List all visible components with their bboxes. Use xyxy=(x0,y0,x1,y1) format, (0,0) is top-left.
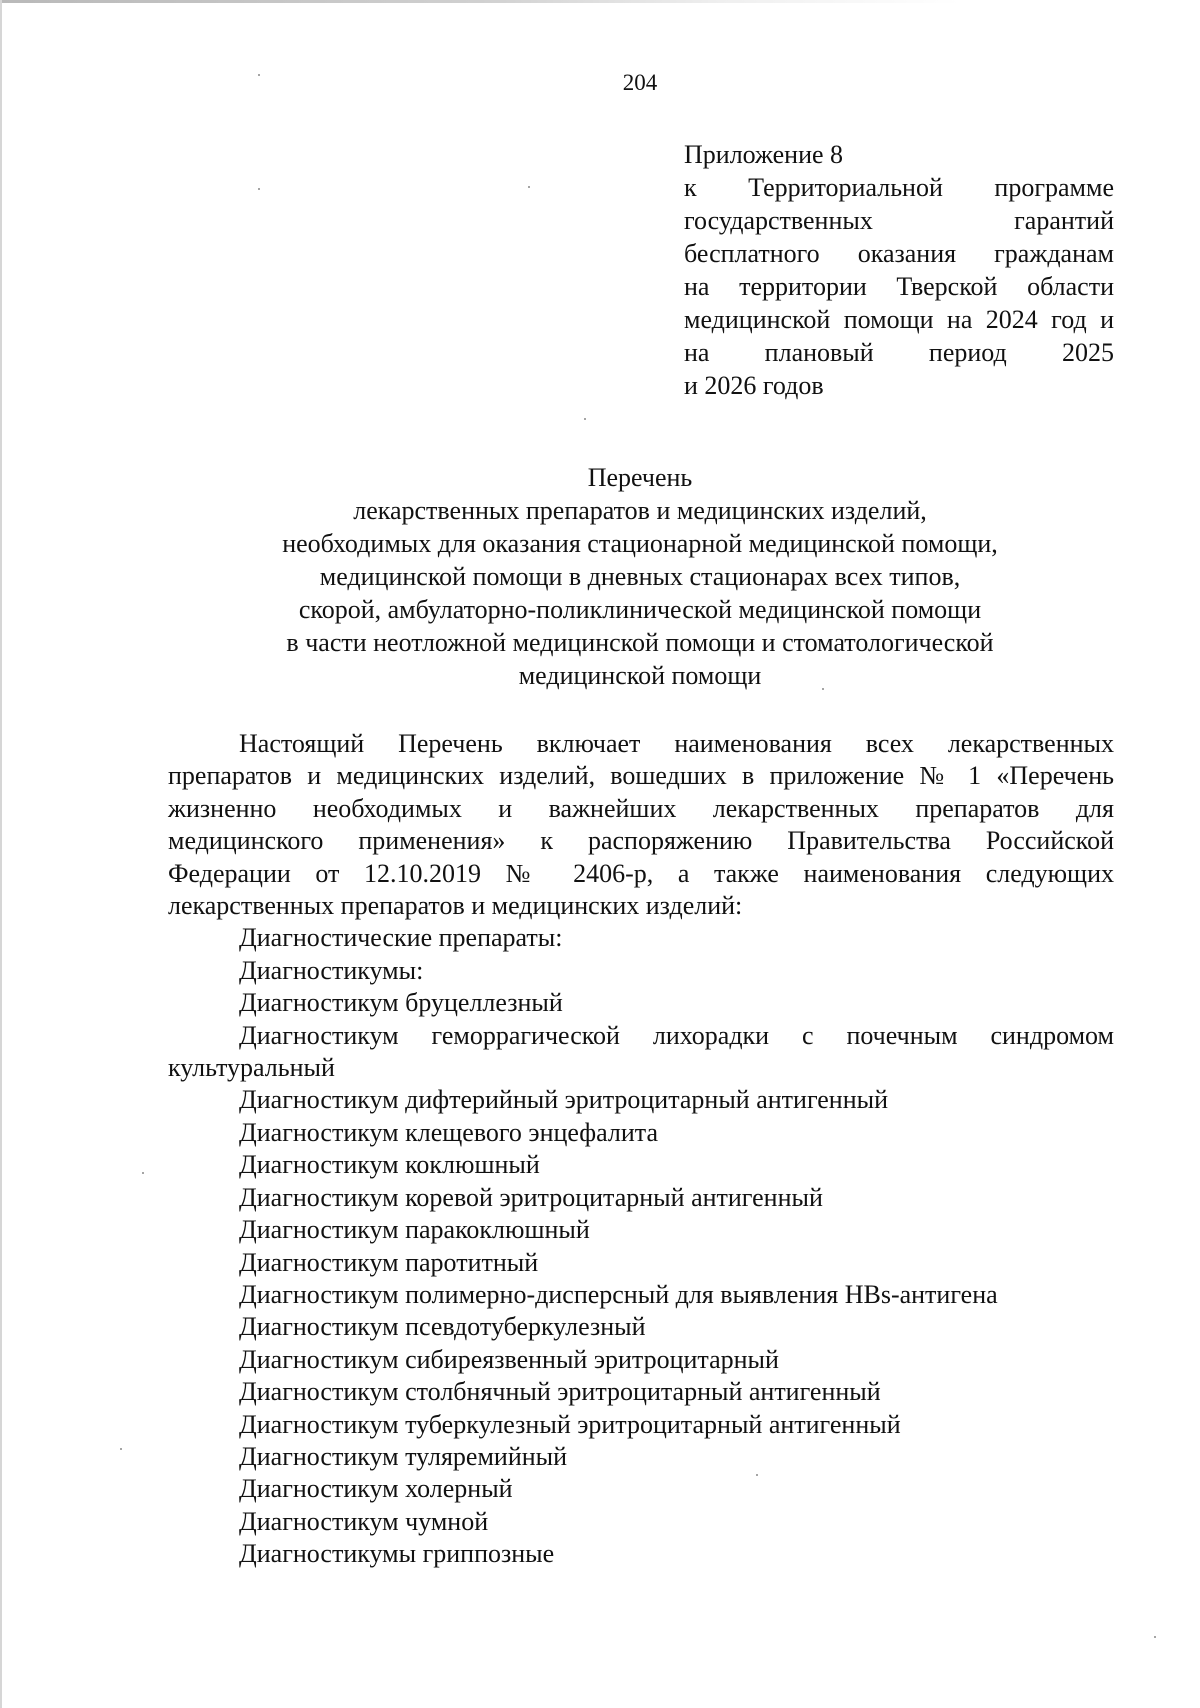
list-item: Диагностикум сибиреязвенный эритроцитарный xyxy=(239,1344,779,1374)
list-item-continuation: культуральный xyxy=(168,1053,335,1083)
list-item: Диагностикум псевдотуберкулезный xyxy=(239,1312,646,1342)
title-line: в части неотложной медицинской помощи и стоматологической xyxy=(286,628,994,657)
scan-speck xyxy=(584,418,586,420)
list-category: Диагностические препараты: xyxy=(239,923,563,953)
intro-line: медицинского применения» к распоряжению Правительства Российской xyxy=(168,826,1114,856)
list-item: Диагностикум паротитный xyxy=(239,1247,539,1277)
list-item: Диагностикум холерный xyxy=(239,1474,513,1504)
appendix-line: Приложение 8 xyxy=(684,140,844,169)
scan-speck xyxy=(120,1448,122,1450)
list-item: Диагностикум дифтерийный эритроцитарный антигенный xyxy=(239,1085,889,1115)
appendix-line: на территории Тверской области xyxy=(684,272,1114,301)
list-item: Диагностикум чумной xyxy=(239,1506,489,1536)
scan-speck xyxy=(258,74,260,76)
list-item: Диагностикум геморрагической лихорадки с почечным синдромом xyxy=(239,1020,1114,1050)
document-body xyxy=(168,728,1114,1571)
scan-speck xyxy=(756,1474,758,1476)
appendix-line: и 2026 годов xyxy=(684,371,824,400)
list-item: Диагностикум туберкулезный эритроцитарный антигенный xyxy=(239,1409,901,1439)
title-line: медицинской помощи в дневных стационарах всех типов, xyxy=(319,562,961,591)
list-item: Диагностикум бруцеллезный xyxy=(239,988,563,1018)
intro-line: Федерации от 12.10.2019 № 2406-р, а также наименования следующих xyxy=(168,858,1114,888)
list-item: Диагностикум паракоклюшный xyxy=(239,1215,590,1245)
list-subcategory: Диагностикумы: xyxy=(239,955,424,985)
list-item: Диагностикумы гриппозные xyxy=(239,1539,555,1569)
intro-line: жизненно необходимых и важнейших лекарственных препаратов для xyxy=(168,793,1114,823)
list-item: Диагностикум полимерно-дисперсный для выявления HBs-антигена xyxy=(239,1279,998,1309)
appendix-line: к Территориальной программе xyxy=(684,173,1114,202)
appendix-line: государственных гарантий xyxy=(684,206,1114,235)
list-item: Диагностикум коклюшный xyxy=(239,1150,540,1180)
appendix-line: медицинской помощи на 2024 год и xyxy=(684,305,1114,334)
page-number: 204 xyxy=(622,70,658,95)
intro-line: препаратов и медицинских изделий, вошедших в приложение № 1 «Перечень xyxy=(168,761,1114,791)
scan-speck xyxy=(1154,1636,1156,1638)
title-line: медицинской помощи xyxy=(518,661,762,690)
appendix-line: на плановый период 2025 xyxy=(684,338,1114,367)
title-line: скорой, амбулаторно-поликлинической медицинской помощи xyxy=(298,595,982,624)
appendix-header xyxy=(684,138,1114,402)
title-line: Перечень xyxy=(587,463,693,492)
list-item: Диагностикум коревой эритроцитарный антигенный xyxy=(239,1182,823,1212)
list-item: Диагностикум столбнячный эритроцитарный антигенный xyxy=(239,1377,881,1407)
scan-top-edge xyxy=(0,0,1200,3)
intro-line: лекарственных препаратов и медицинских изделий: xyxy=(168,891,743,921)
scan-speck xyxy=(258,188,260,190)
title-line: лекарственных препаратов и медицинских изделий, xyxy=(353,496,927,525)
title-line: необходимых для оказания стационарной медицинской помощи, xyxy=(282,529,998,558)
appendix-line: бесплатного оказания гражданам xyxy=(684,239,1114,268)
scan-speck xyxy=(142,1172,144,1174)
list-item: Диагностикум туляремийный xyxy=(239,1441,568,1471)
scan-left-edge xyxy=(0,0,2,1708)
scan-speck xyxy=(528,186,530,188)
intro-line: Настоящий Перечень включает наименования всех лекарственных xyxy=(239,729,1114,758)
list-item: Диагностикум клещевого энцефалита xyxy=(239,1117,658,1147)
scan-speck xyxy=(822,688,824,690)
document-title xyxy=(160,461,1120,692)
